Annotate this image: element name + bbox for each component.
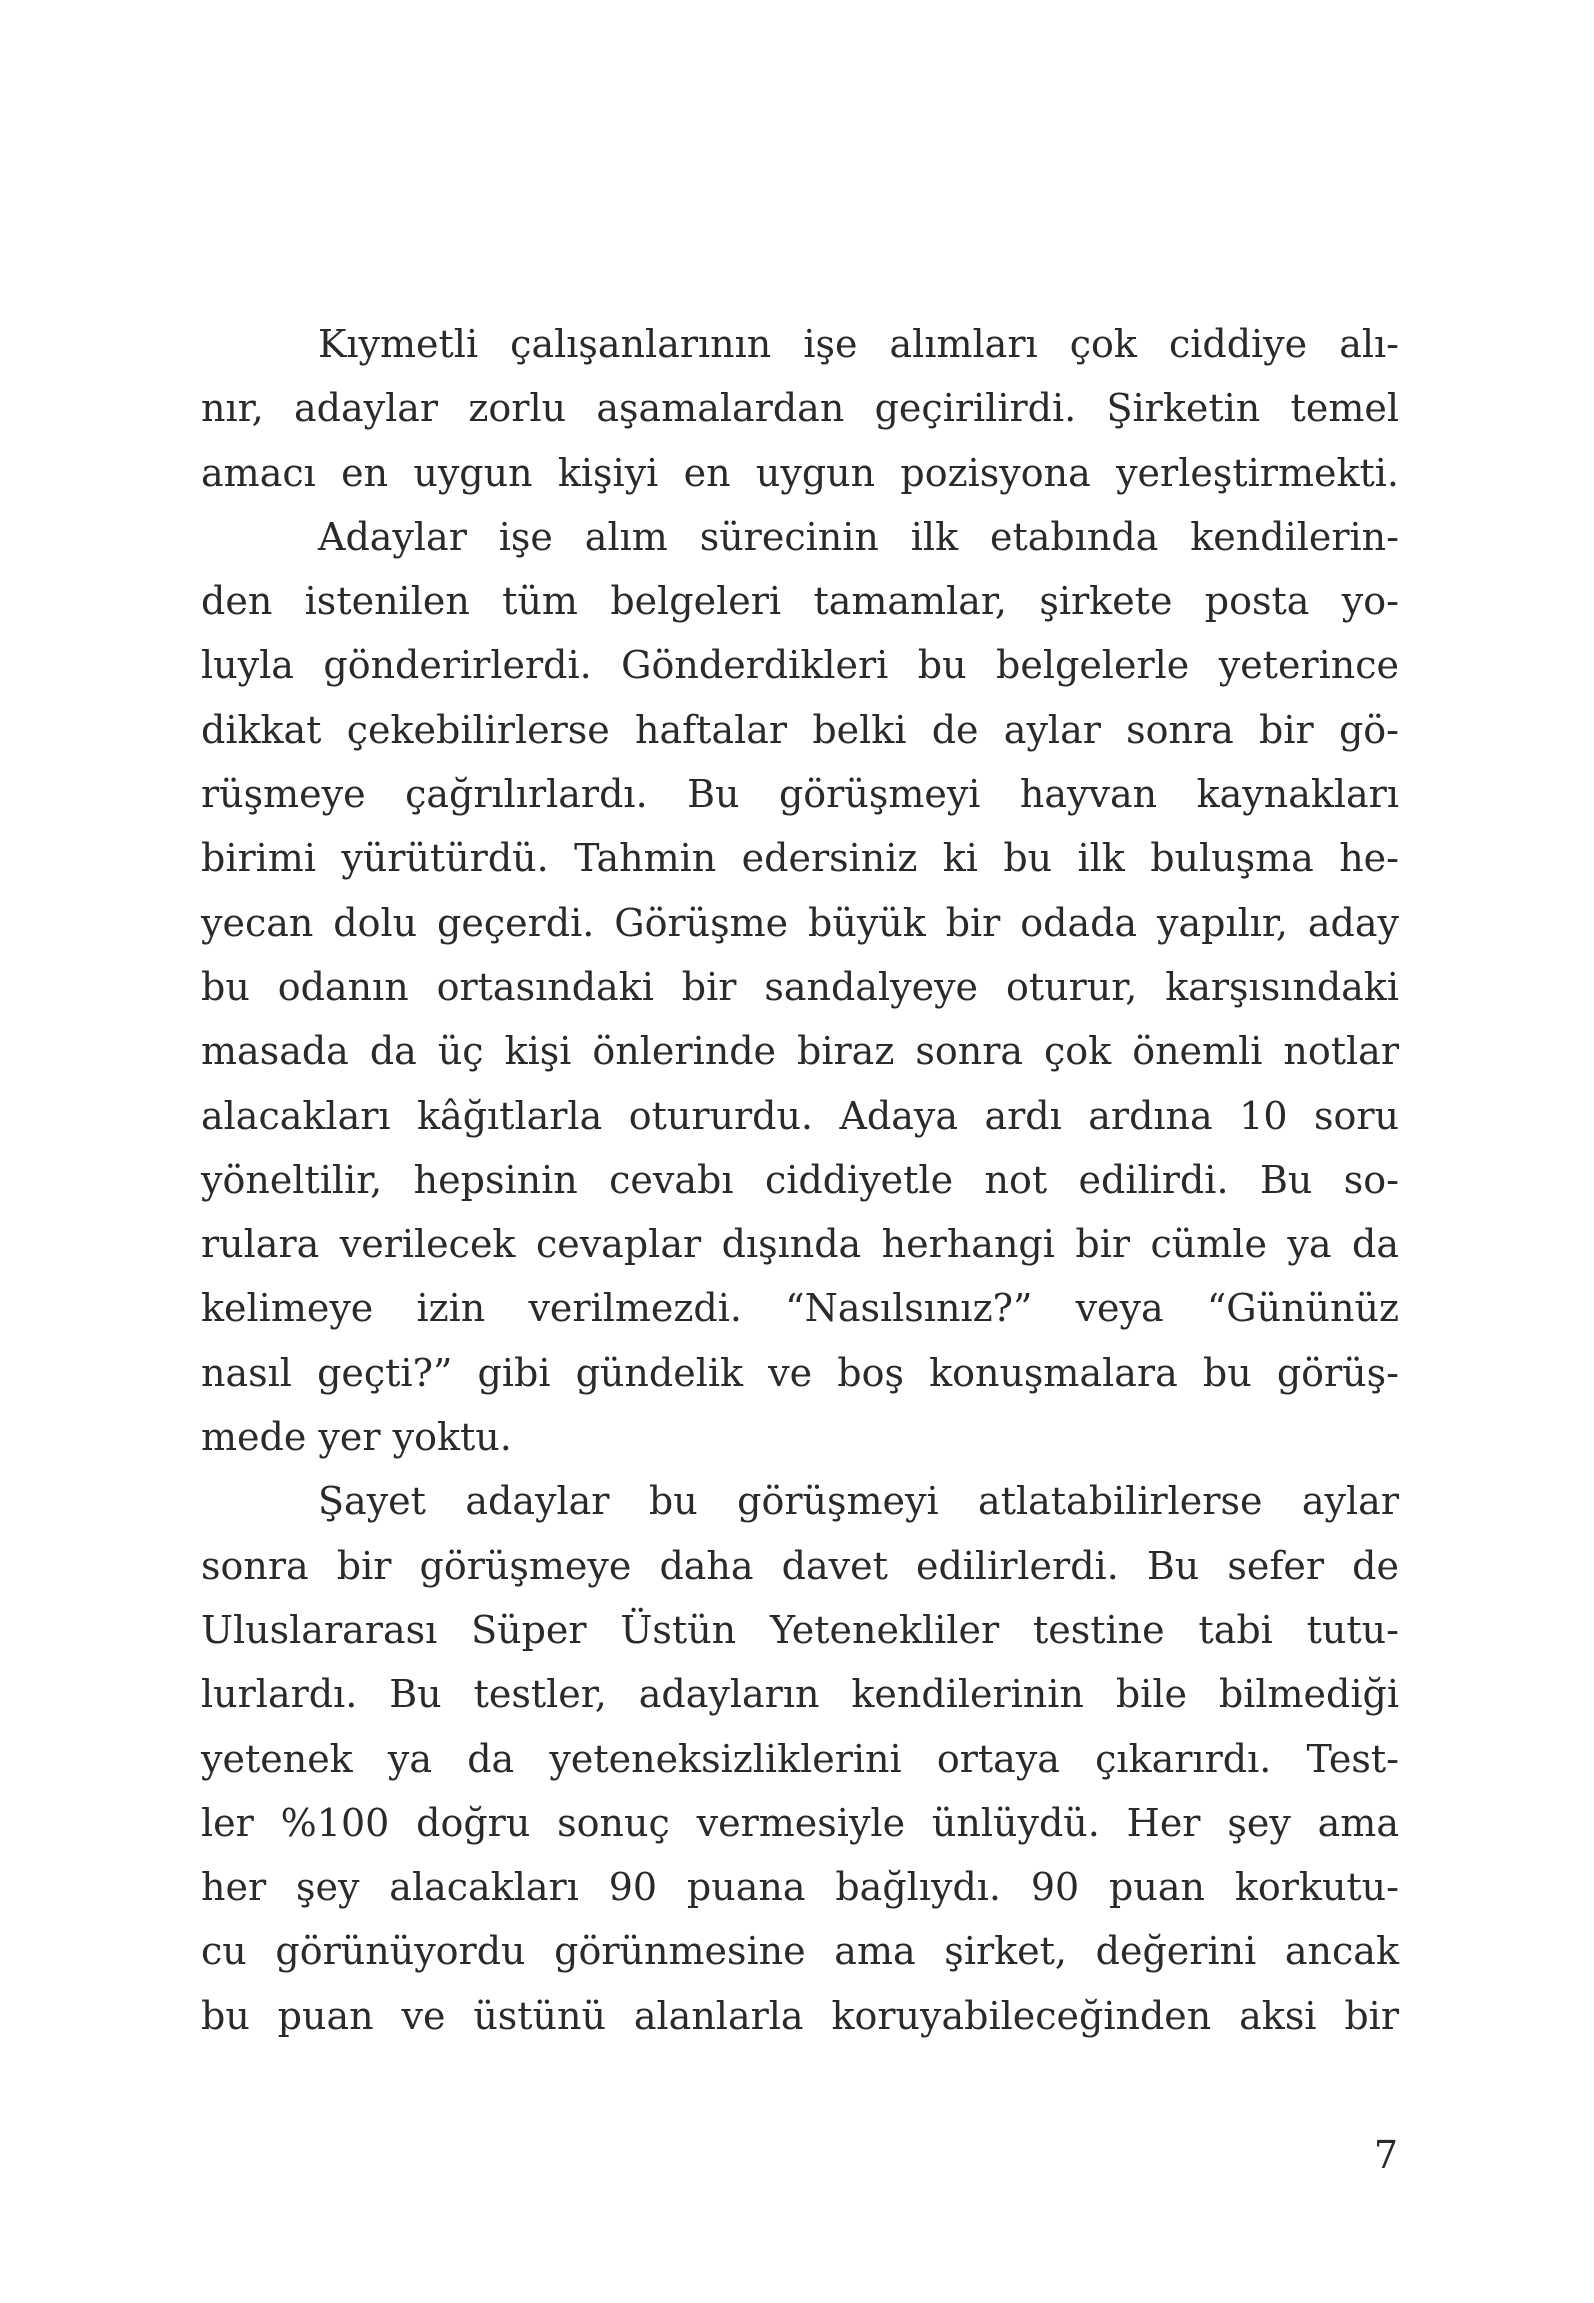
text-line: rulara verilecek cevaplar dışında herhangi bir cümle ya da: [201, 1222, 1399, 1267]
text-line: lurlardı. Bu testler, adayların kendilerinin bile bilmediği: [201, 1672, 1399, 1717]
text-line: bu puan ve üstünü alanlarla koruyabileceğinden aksi bir: [201, 1993, 1399, 2038]
text-line: yetenek ya da yeteneksizliklerini ortaya çıkarırdı. Test-: [201, 1736, 1399, 1781]
text-line: birimi yürütürdü. Tahmin edersiniz ki bu ilk buluşma he-: [201, 836, 1399, 881]
page-number: 7: [1373, 2133, 1398, 2177]
text-line: rüşmeye çağrılırlardı. Bu görüşmeyi hayvan kaynakları: [201, 772, 1399, 817]
text-line: cu görünüyordu görünmesine ama şirket, değerini ancak: [201, 1929, 1399, 1974]
text-line: Şayet adaylar bu görüşmeyi atlatabilirlerse aylar: [318, 1479, 1399, 1524]
body-text: [201, 312, 1399, 2048]
text-line: dikkat çekebilirlerse haftalar belki de aylar sonra bir gö-: [201, 707, 1399, 752]
text-line: bu odanın ortasındaki bir sandalyeye oturur, karşısındaki: [201, 964, 1399, 1009]
text-line: ler %100 doğru sonuç vermesiyle ünlüydü. Her şey ama: [201, 1800, 1399, 1845]
text-line: her şey alacakları 90 puana bağlıydı. 90 puan korkutu-: [201, 1865, 1399, 1910]
text-line: sonra bir görüşmeye daha davet edilirlerdi. Bu sefer de: [201, 1543, 1399, 1588]
text-line: Uluslararası Süper Üstün Yetenekliler testine tabi tutu-: [201, 1607, 1399, 1652]
text-line: alacakları kâğıtlarla otururdu. Adaya ardı ardına 10 soru: [201, 1093, 1399, 1138]
text-line: kelimeye izin verilmezdi. “Nasılsınız?” veya “Gününüz: [201, 1286, 1399, 1331]
text-line: den istenilen tüm belgeleri tamamlar, şirkete posta yo-: [201, 579, 1399, 624]
text-line: mede yer yoktu.: [201, 1415, 512, 1460]
text-line: yöneltilir, hepsinin cevabı ciddiyetle not edilirdi. Bu so-: [201, 1157, 1399, 1202]
text-line: luyla gönderirlerdi. Gönderdikleri bu belgelerle yeterince: [201, 643, 1399, 688]
text-line: Kıymetli çalışanlarının işe alımları çok ciddiye alı-: [318, 322, 1399, 366]
text-line: Adaylar işe alım sürecinin ilk etabında kendilerin-: [318, 514, 1399, 559]
text-line: yecan dolu geçerdi. Görüşme büyük bir odada yapılır, aday: [201, 900, 1399, 945]
text-line: nır, adaylar zorlu aşamalardan geçirilirdi. Şirketin temel: [201, 386, 1399, 431]
text-line: masada da üç kişi önlerinde biraz sonra çok önemli notlar: [201, 1029, 1399, 1074]
text-line: nasıl geçti?” gibi gündelik ve boş konuşmalara bu görüş-: [201, 1350, 1399, 1395]
text-line: amacı en uygun kişiyi en uygun pozisyona yerleştirmekti.: [201, 450, 1399, 495]
